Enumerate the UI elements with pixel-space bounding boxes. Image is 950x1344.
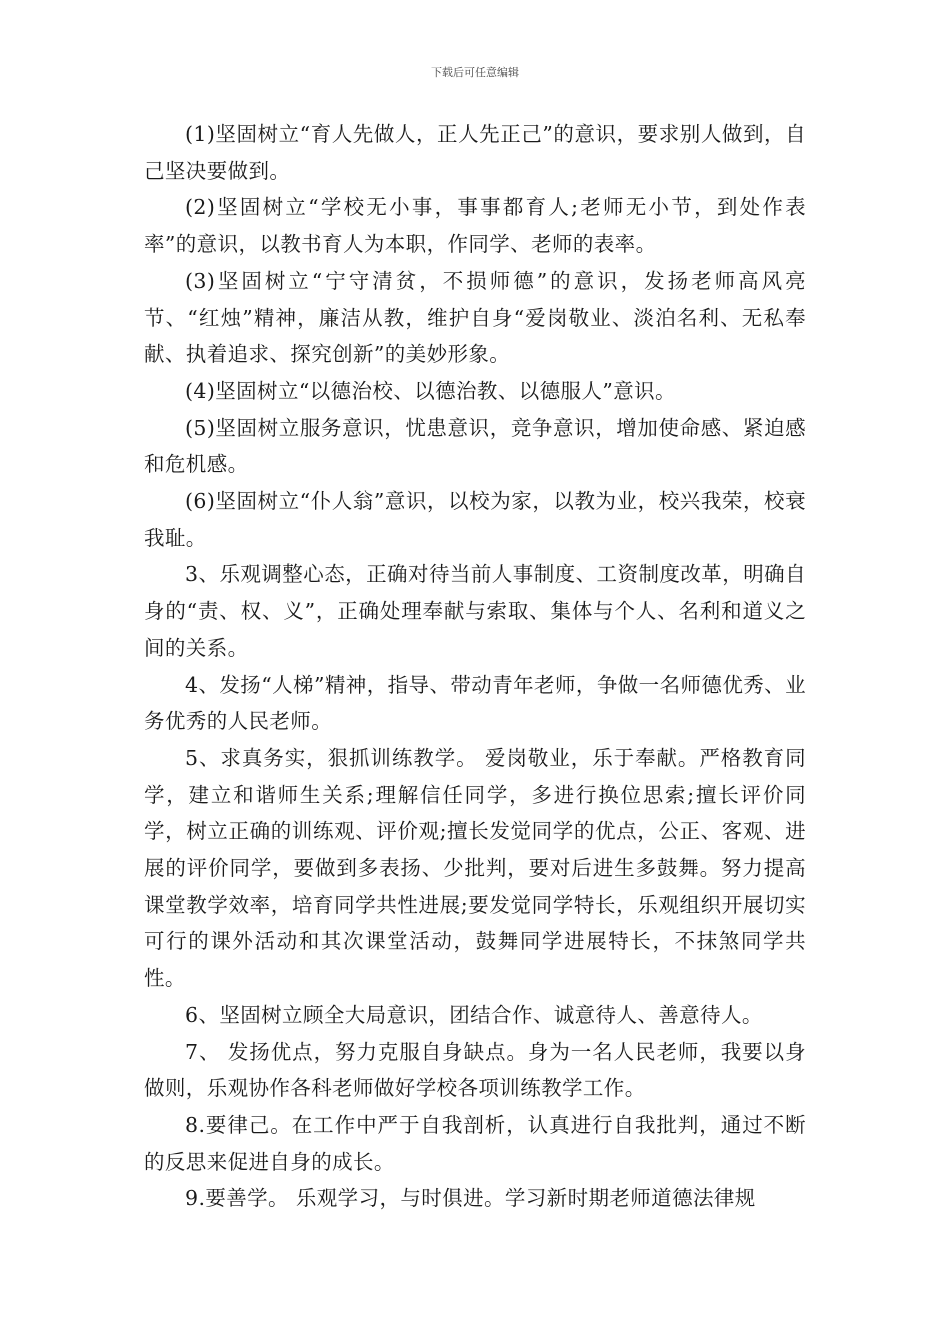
- paragraph-8: 4、发扬“人梯”精神，指导、带动青年老师，争做一名师德优秀、业务优秀的人民老师。: [144, 672, 806, 734]
- paragraph-2: (2)坚固树立“学校无小事，事事都育人;老师无小节，到处作表率”的意识，以教书育人为本职，作同学、老师的表率。: [144, 195, 806, 257]
- paragraph-3: (3)坚固树立“宁守清贫，不损师德”的意识，发扬老师高风亮节、“红烛”精神，廉洁从教，维护自身“爱岗敬业、淡泊名利、无私奉献、执着追求、探究创新”的美妙形象。: [144, 268, 806, 367]
- paragraph-13: 9.要善学。 乐观学习，与时俱进。学习新时期老师道德法律规: [185, 1186, 756, 1211]
- paragraph-1: (1)坚固树立“育人先做人，正人先正己”的意识，要求别人做到，自己坚决要做到。: [144, 122, 806, 183]
- paragraph-7: 3、乐观调整心态，正确对待当前人事制度、工资制度改革，明确自身的“责、权、义”，正确处理奉献与索取、集体与个人、名利和道义之间的关系。: [144, 562, 806, 660]
- paragraph-6: (6)坚固树立“仆人翁”意识，以校为家，以教为业，校兴我荣，校衰我耻。: [144, 489, 806, 550]
- paragraph-9: 5、求真务实，狠抓训练教学。 爱岗敬业，乐于奉献。严格教育同学，建立和谐师生关系;理解信任同学，多进行换位思索;擅长评价同学，树立正确的训练观、评价观;擅长发觉同学的优点，公正、客观、进展的评价同学，要做到多表扬、少批判，要对后进生多鼓舞。努力提高课堂教学效率，培育同学共性进展;要发觉同学特长，乐观组织开展切实可行的课外活动和其次课堂活动，鼓舞同学进展特长，不抹煞同学共性。: [144, 745, 806, 991]
- paragraph-10: 6、坚固树立顾全大局意识，团结合作、诚意待人、善意待人。: [185, 1002, 763, 1027]
- paragraph-11: 7、 发扬优点，努力克服自身缺点。身为一名人民老师，我要以身做则，乐观协作各科老师做好学校各项训练教学工作。: [144, 1039, 806, 1101]
- document-body: [144, 116, 806, 1217]
- paragraph-5: (5)坚固树立服务意识，忧患意识，竞争意识，增加使命感、紧迫感和危机感。: [144, 415, 806, 477]
- paragraph-4: (4)坚固树立“以德治校、以德治教、以德服人”意识。: [185, 378, 676, 403]
- page-header: 下载后可任意编辑: [431, 66, 519, 79]
- paragraph-12: 8.要律己。在工作中严于自我剖析，认真进行自我批判，通过不断的反思来促进自身的成长。: [144, 1112, 806, 1174]
